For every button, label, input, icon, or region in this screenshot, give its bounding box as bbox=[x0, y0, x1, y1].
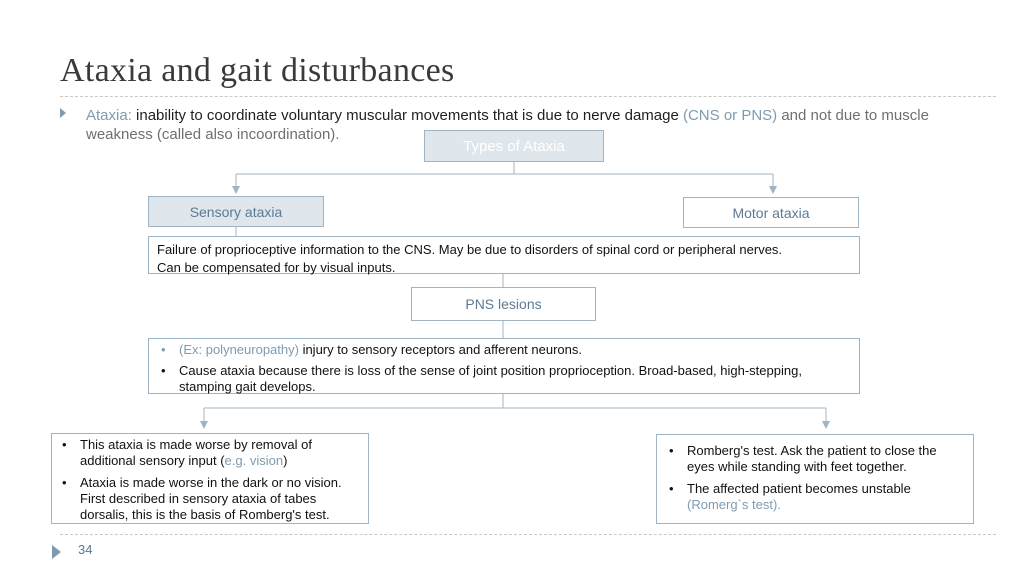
left-item-1-pre: This ataxia is made worse by removal of additional sensory input ( bbox=[80, 437, 312, 468]
right-item-1 bbox=[665, 443, 965, 475]
pns-cause-item bbox=[157, 363, 851, 395]
left-detail-box bbox=[51, 433, 369, 524]
failure-line-1: Failure of proprioceptive information to the CNS. May be due to disorders of spinal cord or peripheral nerves. bbox=[157, 242, 783, 257]
right-item-1-text: Romberg's test. Ask the patient to close the eyes while standing with feet together. bbox=[687, 443, 937, 474]
pns-lesions-box bbox=[411, 287, 596, 321]
pns-lesions-label: PNS lesions bbox=[465, 296, 542, 312]
failure-line-2: Can be compensated for by visual inputs. bbox=[157, 260, 396, 275]
sensory-ataxia-label: Sensory ataxia bbox=[189, 203, 283, 220]
motor-ataxia-box bbox=[683, 197, 859, 228]
types-of-ataxia-box bbox=[424, 130, 604, 162]
left-item-2-text: Ataxia is made worse in the dark or no vision. First described in sensory ataxia of tabes dorsalis, this is the basis of Romberg's test. bbox=[80, 475, 342, 522]
pns-example-text: injury to sensory receptors and afferent neurons. bbox=[298, 342, 582, 357]
types-of-ataxia-label: Types of Ataxia bbox=[463, 137, 565, 155]
intro-term: Ataxia: bbox=[86, 107, 132, 124]
right-item-2 bbox=[665, 481, 965, 513]
left-item-2 bbox=[58, 475, 362, 523]
pns-details-box bbox=[148, 338, 860, 394]
intro-text-2: and not due to muscle weakness (called also incoordination). bbox=[86, 107, 929, 143]
sensory-failure-box bbox=[148, 236, 860, 274]
left-item-1 bbox=[58, 437, 362, 469]
left-item-1-highlight: e.g. vision bbox=[224, 453, 284, 468]
left-item-1-post: ) bbox=[283, 453, 288, 468]
page-number: 34 bbox=[78, 542, 93, 557]
page-arrow-icon bbox=[52, 545, 61, 559]
intro-highlight: (CNS or PNS) bbox=[682, 107, 778, 124]
pns-cause-text: Cause ataxia because there is loss of the sense of joint position proprioception. Broad-based, high-stepping, stamping gait develops. bbox=[179, 363, 802, 394]
right-detail-box bbox=[656, 434, 974, 524]
pns-example-item bbox=[157, 342, 851, 358]
pns-example-label: (Ex: polyneuropathy) bbox=[179, 342, 299, 357]
sensory-ataxia-box bbox=[148, 196, 324, 227]
intro-text-1: inability to coordinate voluntary muscular movements that is due to nerve damage bbox=[131, 107, 683, 124]
footer-divider bbox=[60, 534, 996, 535]
slide-title: Ataxia and gait disturbances bbox=[60, 52, 455, 89]
right-item-2-highlight: (Romerg`s test). bbox=[687, 497, 781, 512]
right-item-2-pre: The affected patient becomes unstable bbox=[687, 481, 911, 496]
motor-ataxia-label: Motor ataxia bbox=[732, 204, 810, 221]
